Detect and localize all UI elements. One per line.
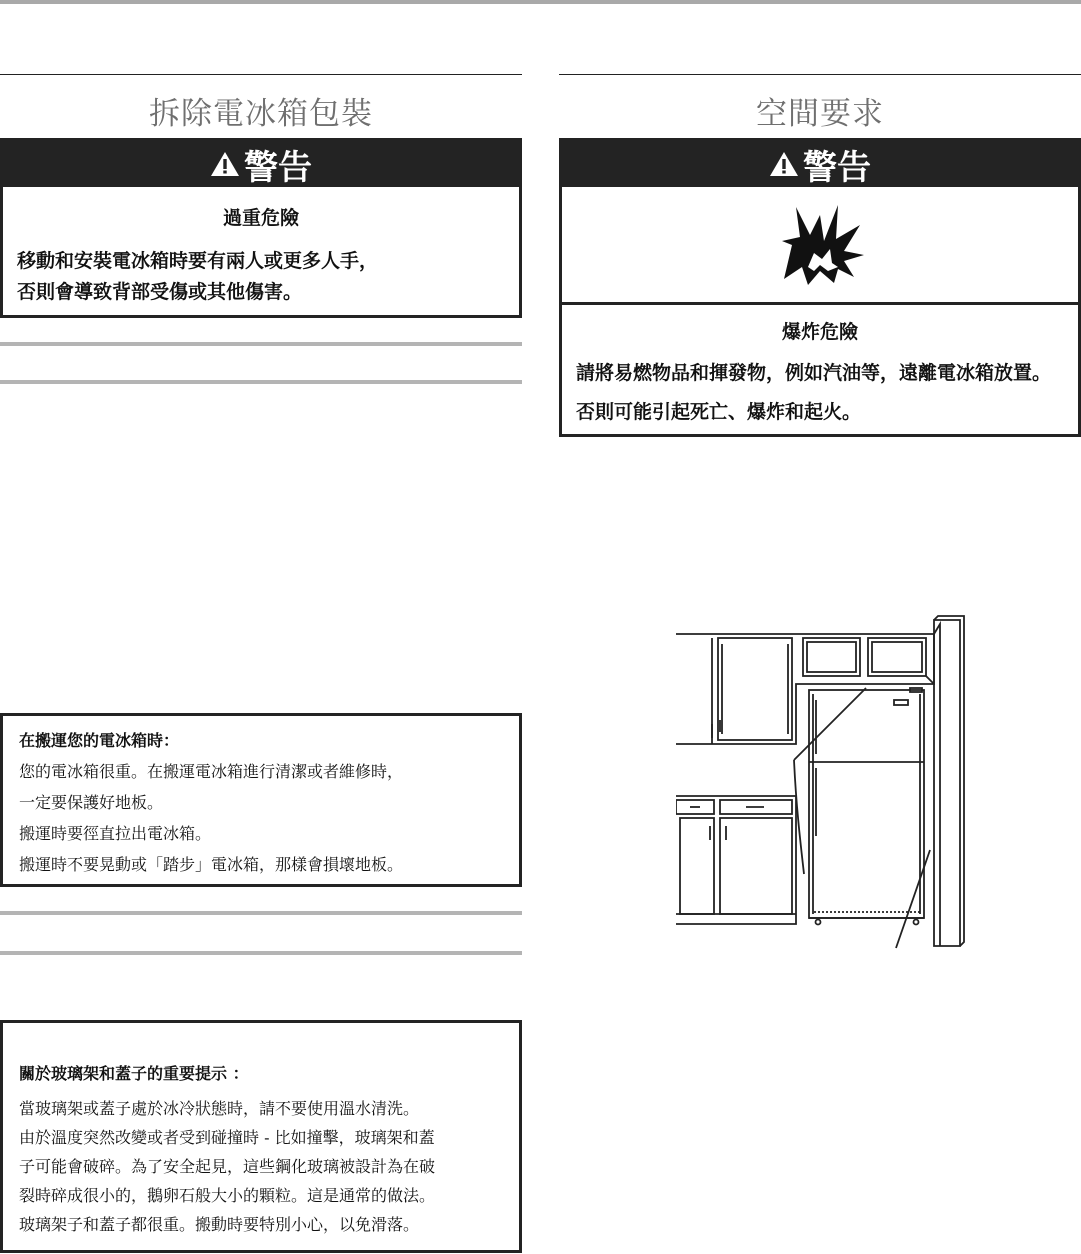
explosion-icon (778, 201, 866, 287)
warning-hazard: 爆炸危險 (781, 321, 858, 343)
glass-note-line: 子可能會破碎。為了安全起見，這些鋼化玻璃被設計為在破 (19, 1157, 436, 1176)
section-title-unpacking: 拆除電冰箱包裝 (149, 96, 373, 132)
moving-note-line: 一定要保護好地板。 (19, 793, 164, 812)
warning-triangle-icon (769, 151, 799, 177)
moving-note-line: 搬運時要徑直拉出電冰箱。 (19, 824, 212, 843)
glass-note-box (0, 1020, 522, 1253)
section-title-space: 空間要求 (756, 96, 884, 132)
warning-triangle-icon (210, 151, 240, 177)
divider (0, 380, 522, 384)
moving-note-box (0, 713, 522, 887)
warning-header (3, 141, 519, 187)
glass-note-title: 關於玻璃架和蓋子的重要提示 ： (19, 1064, 249, 1083)
divider (0, 951, 522, 955)
warning-line: 請將易燃物品和揮發物，例如汽油等，遠離電冰箱放置。 (576, 362, 1052, 384)
top-bar (0, 0, 1081, 4)
section-rule (0, 74, 522, 75)
refrigerator-illustration (676, 614, 968, 950)
glass-note-line: 當玻璃架或蓋子處於冰冷狀態時，請不要使用溫水清洗。 (19, 1099, 420, 1118)
moving-note-line: 您的電冰箱很重。在搬運電冰箱進行清潔或者維修時， (19, 762, 404, 781)
moving-note-line: 搬運時不要晃動或「踏步」電冰箱，那樣會損壞地板。 (19, 855, 404, 874)
warning-line: 否則會導致背部受傷或其他傷害。 (17, 281, 303, 303)
glass-note-line: 裂時碎成很小的，鵝卵石般大小的顆粒。這是通常的做法。 (19, 1186, 436, 1205)
glass-note-line: 由於溫度突然改變或者受到碰撞時 - 比如撞擊，玻璃架和蓋 (19, 1128, 435, 1147)
explosion-icon-area (562, 187, 1078, 305)
warning-box-heavy (0, 138, 522, 318)
divider (0, 911, 522, 915)
glass-note-line: 玻璃架子和蓋子都很重。搬動時要特別小心，以免滑落。 (19, 1215, 420, 1234)
warning-heading: 警告 (803, 147, 871, 188)
warning-hazard: 過重危險 (222, 207, 299, 229)
moving-note-title: 在搬運您的電冰箱時： (19, 731, 180, 750)
warning-box-explosion (559, 138, 1081, 437)
warning-line: 否則可能引起死亡、爆炸和起火。 (576, 401, 862, 423)
divider (0, 342, 522, 346)
warning-header (562, 141, 1078, 187)
section-rule (559, 74, 1081, 75)
warning-line: 移動和安裝電冰箱時要有兩人或更多人手， (17, 250, 379, 272)
warning-heading: 警告 (244, 147, 312, 188)
